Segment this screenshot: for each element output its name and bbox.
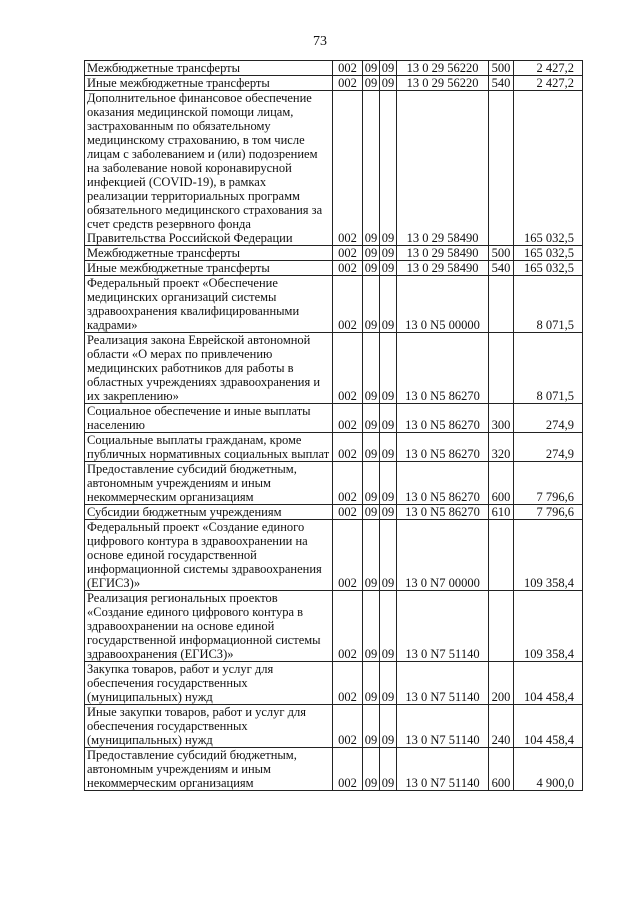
section-code-cell: 09 xyxy=(363,333,380,404)
table-row xyxy=(85,333,583,404)
target-article-cell: 13 0 29 58490 xyxy=(397,246,489,261)
amount-cell: 8 071,5 xyxy=(514,333,583,404)
expense-type-cell: 500 xyxy=(489,61,514,76)
section-code-cell: 09 xyxy=(363,462,380,505)
expense-type-cell: 240 xyxy=(489,705,514,748)
table-row xyxy=(85,76,583,91)
ministry-code-cell: 002 xyxy=(333,748,363,791)
expense-type-cell: 600 xyxy=(489,748,514,791)
target-article-cell: 13 0 29 56220 xyxy=(397,76,489,91)
subsection-code-cell: 09 xyxy=(380,705,397,748)
ministry-code-cell: 002 xyxy=(333,246,363,261)
row-name-cell: Межбюджетные трансферты xyxy=(85,61,333,76)
expense-type-cell: 600 xyxy=(489,462,514,505)
amount-cell: 7 796,6 xyxy=(514,505,583,520)
ministry-code-cell: 002 xyxy=(333,505,363,520)
amount-cell: 4 900,0 xyxy=(514,748,583,791)
amount-cell: 274,9 xyxy=(514,433,583,462)
table-row xyxy=(85,261,583,276)
table-row xyxy=(85,591,583,662)
subsection-code-cell: 09 xyxy=(380,591,397,662)
table-row xyxy=(85,462,583,505)
subsection-code-cell: 09 xyxy=(380,505,397,520)
ministry-code-cell: 002 xyxy=(333,433,363,462)
row-name-cell: Иные межбюджетные трансферты xyxy=(85,261,333,276)
ministry-code-cell: 002 xyxy=(333,333,363,404)
target-article-cell: 13 0 N5 86270 xyxy=(397,462,489,505)
expense-type-cell: 300 xyxy=(489,404,514,433)
expense-type-cell xyxy=(489,333,514,404)
expense-type-cell: 200 xyxy=(489,662,514,705)
subsection-code-cell: 09 xyxy=(380,462,397,505)
row-name-cell: Предоставление субсидий бюджетным, автономным учреждениям и иным некоммерческим организациям xyxy=(85,462,333,505)
section-code-cell: 09 xyxy=(363,91,380,246)
row-name-cell: Федеральный проект «Создание единого цифрового контура в здравоохранении на основе единой государственной информационной системы здравоохранения (ЕГИСЗ)» xyxy=(85,520,333,591)
section-code-cell: 09 xyxy=(363,261,380,276)
section-code-cell: 09 xyxy=(363,591,380,662)
page-number: 73 xyxy=(313,34,327,49)
ministry-code-cell: 002 xyxy=(333,404,363,433)
amount-cell: 274,9 xyxy=(514,404,583,433)
row-name-cell: Федеральный проект «Обеспечение медицинских организаций системы здравоохранения квалифицированными кадрами» xyxy=(85,276,333,333)
subsection-code-cell: 09 xyxy=(380,246,397,261)
table-row xyxy=(85,91,583,246)
target-article-cell: 13 0 N7 51140 xyxy=(397,662,489,705)
amount-cell: 165 032,5 xyxy=(514,91,583,246)
target-article-cell: 13 0 N7 51140 xyxy=(397,705,489,748)
amount-cell: 2 427,2 xyxy=(514,61,583,76)
subsection-code-cell: 09 xyxy=(380,404,397,433)
table-row xyxy=(85,276,583,333)
subsection-code-cell: 09 xyxy=(380,662,397,705)
amount-cell: 8 071,5 xyxy=(514,276,583,333)
section-code-cell: 09 xyxy=(363,76,380,91)
row-name-cell: Субсидии бюджетным учреждениям xyxy=(85,505,333,520)
row-name-cell: Социальное обеспечение и иные выплаты населению xyxy=(85,404,333,433)
section-code-cell: 09 xyxy=(363,404,380,433)
section-code-cell: 09 xyxy=(363,61,380,76)
expense-type-cell xyxy=(489,91,514,246)
target-article-cell: 13 0 29 58490 xyxy=(397,91,489,246)
section-code-cell: 09 xyxy=(363,276,380,333)
subsection-code-cell: 09 xyxy=(380,433,397,462)
amount-cell: 2 427,2 xyxy=(514,76,583,91)
subsection-code-cell: 09 xyxy=(380,333,397,404)
amount-cell: 7 796,6 xyxy=(514,462,583,505)
table-row xyxy=(85,505,583,520)
table-row xyxy=(85,520,583,591)
budget-table-body xyxy=(85,61,583,791)
subsection-code-cell: 09 xyxy=(380,61,397,76)
amount-cell: 104 458,4 xyxy=(514,662,583,705)
expense-type-cell: 500 xyxy=(489,246,514,261)
section-code-cell: 09 xyxy=(363,705,380,748)
subsection-code-cell: 09 xyxy=(380,76,397,91)
table-row xyxy=(85,662,583,705)
section-code-cell: 09 xyxy=(363,662,380,705)
row-name-cell: Социальные выплаты гражданам, кроме публичных нормативных социальных выплат xyxy=(85,433,333,462)
section-code-cell: 09 xyxy=(363,505,380,520)
expense-type-cell xyxy=(489,276,514,333)
target-article-cell: 13 0 29 58490 xyxy=(397,261,489,276)
target-article-cell: 13 0 N5 00000 xyxy=(397,276,489,333)
row-name-cell: Межбюджетные трансферты xyxy=(85,246,333,261)
amount-cell: 165 032,5 xyxy=(514,246,583,261)
expense-type-cell xyxy=(489,591,514,662)
ministry-code-cell: 002 xyxy=(333,462,363,505)
row-name-cell: Предоставление субсидий бюджетным, автономным учреждениям и иным некоммерческим организациям xyxy=(85,748,333,791)
ministry-code-cell: 002 xyxy=(333,276,363,333)
section-code-cell: 09 xyxy=(363,520,380,591)
subsection-code-cell: 09 xyxy=(380,748,397,791)
subsection-code-cell: 09 xyxy=(380,520,397,591)
subsection-code-cell: 09 xyxy=(380,276,397,333)
row-name-cell: Дополнительное финансовое обеспечение оказания медицинской помощи лицам, застрахованным по обязательному медицинскому страхованию, в том числе лицам с заболеванием и (или) подозрением на заболевание новой коронавирусной инфекцией (COVID-19), в рамках реализации территориальных программ обязательного медицинского страхования за счет средств резервного фонда Правительства Российской Федерации xyxy=(85,91,333,246)
expense-type-cell: 540 xyxy=(489,76,514,91)
section-code-cell: 09 xyxy=(363,748,380,791)
amount-cell: 165 032,5 xyxy=(514,261,583,276)
ministry-code-cell: 002 xyxy=(333,705,363,748)
table-row xyxy=(85,748,583,791)
amount-cell: 109 358,4 xyxy=(514,591,583,662)
row-name-cell: Иные межбюджетные трансферты xyxy=(85,76,333,91)
target-article-cell: 13 0 N7 51140 xyxy=(397,748,489,791)
table-row xyxy=(85,433,583,462)
ministry-code-cell: 002 xyxy=(333,76,363,91)
target-article-cell: 13 0 29 56220 xyxy=(397,61,489,76)
row-name-cell: Закупка товаров, работ и услуг для обеспечения государственных (муниципальных) нужд xyxy=(85,662,333,705)
section-code-cell: 09 xyxy=(363,433,380,462)
target-article-cell: 13 0 N7 00000 xyxy=(397,520,489,591)
table-row xyxy=(85,404,583,433)
table-row xyxy=(85,705,583,748)
target-article-cell: 13 0 N5 86270 xyxy=(397,333,489,404)
target-article-cell: 13 0 N7 51140 xyxy=(397,591,489,662)
ministry-code-cell: 002 xyxy=(333,591,363,662)
table-row xyxy=(85,246,583,261)
row-name-cell: Реализация региональных проектов «Создание единого цифрового контура в здравоохранении на основе единой государственной информационной системы здравоохранения (ЕГИСЗ)» xyxy=(85,591,333,662)
ministry-code-cell: 002 xyxy=(333,520,363,591)
target-article-cell: 13 0 N5 86270 xyxy=(397,505,489,520)
section-code-cell: 09 xyxy=(363,246,380,261)
budget-table xyxy=(84,60,583,791)
subsection-code-cell: 09 xyxy=(380,91,397,246)
amount-cell: 109 358,4 xyxy=(514,520,583,591)
ministry-code-cell: 002 xyxy=(333,662,363,705)
expense-type-cell: 610 xyxy=(489,505,514,520)
ministry-code-cell: 002 xyxy=(333,61,363,76)
amount-cell: 104 458,4 xyxy=(514,705,583,748)
target-article-cell: 13 0 N5 86270 xyxy=(397,433,489,462)
expense-type-cell: 540 xyxy=(489,261,514,276)
subsection-code-cell: 09 xyxy=(380,261,397,276)
ministry-code-cell: 002 xyxy=(333,261,363,276)
row-name-cell: Иные закупки товаров, работ и услуг для обеспечения государственных (муниципальных) нужд xyxy=(85,705,333,748)
ministry-code-cell: 002 xyxy=(333,91,363,246)
expense-type-cell xyxy=(489,520,514,591)
target-article-cell: 13 0 N5 86270 xyxy=(397,404,489,433)
expense-type-cell: 320 xyxy=(489,433,514,462)
table-row xyxy=(85,61,583,76)
row-name-cell: Реализация закона Еврейской автономной области «О мерах по привлечению медицинских работников для работы в областных учреждениях здравоохранения и их закреплению» xyxy=(85,333,333,404)
